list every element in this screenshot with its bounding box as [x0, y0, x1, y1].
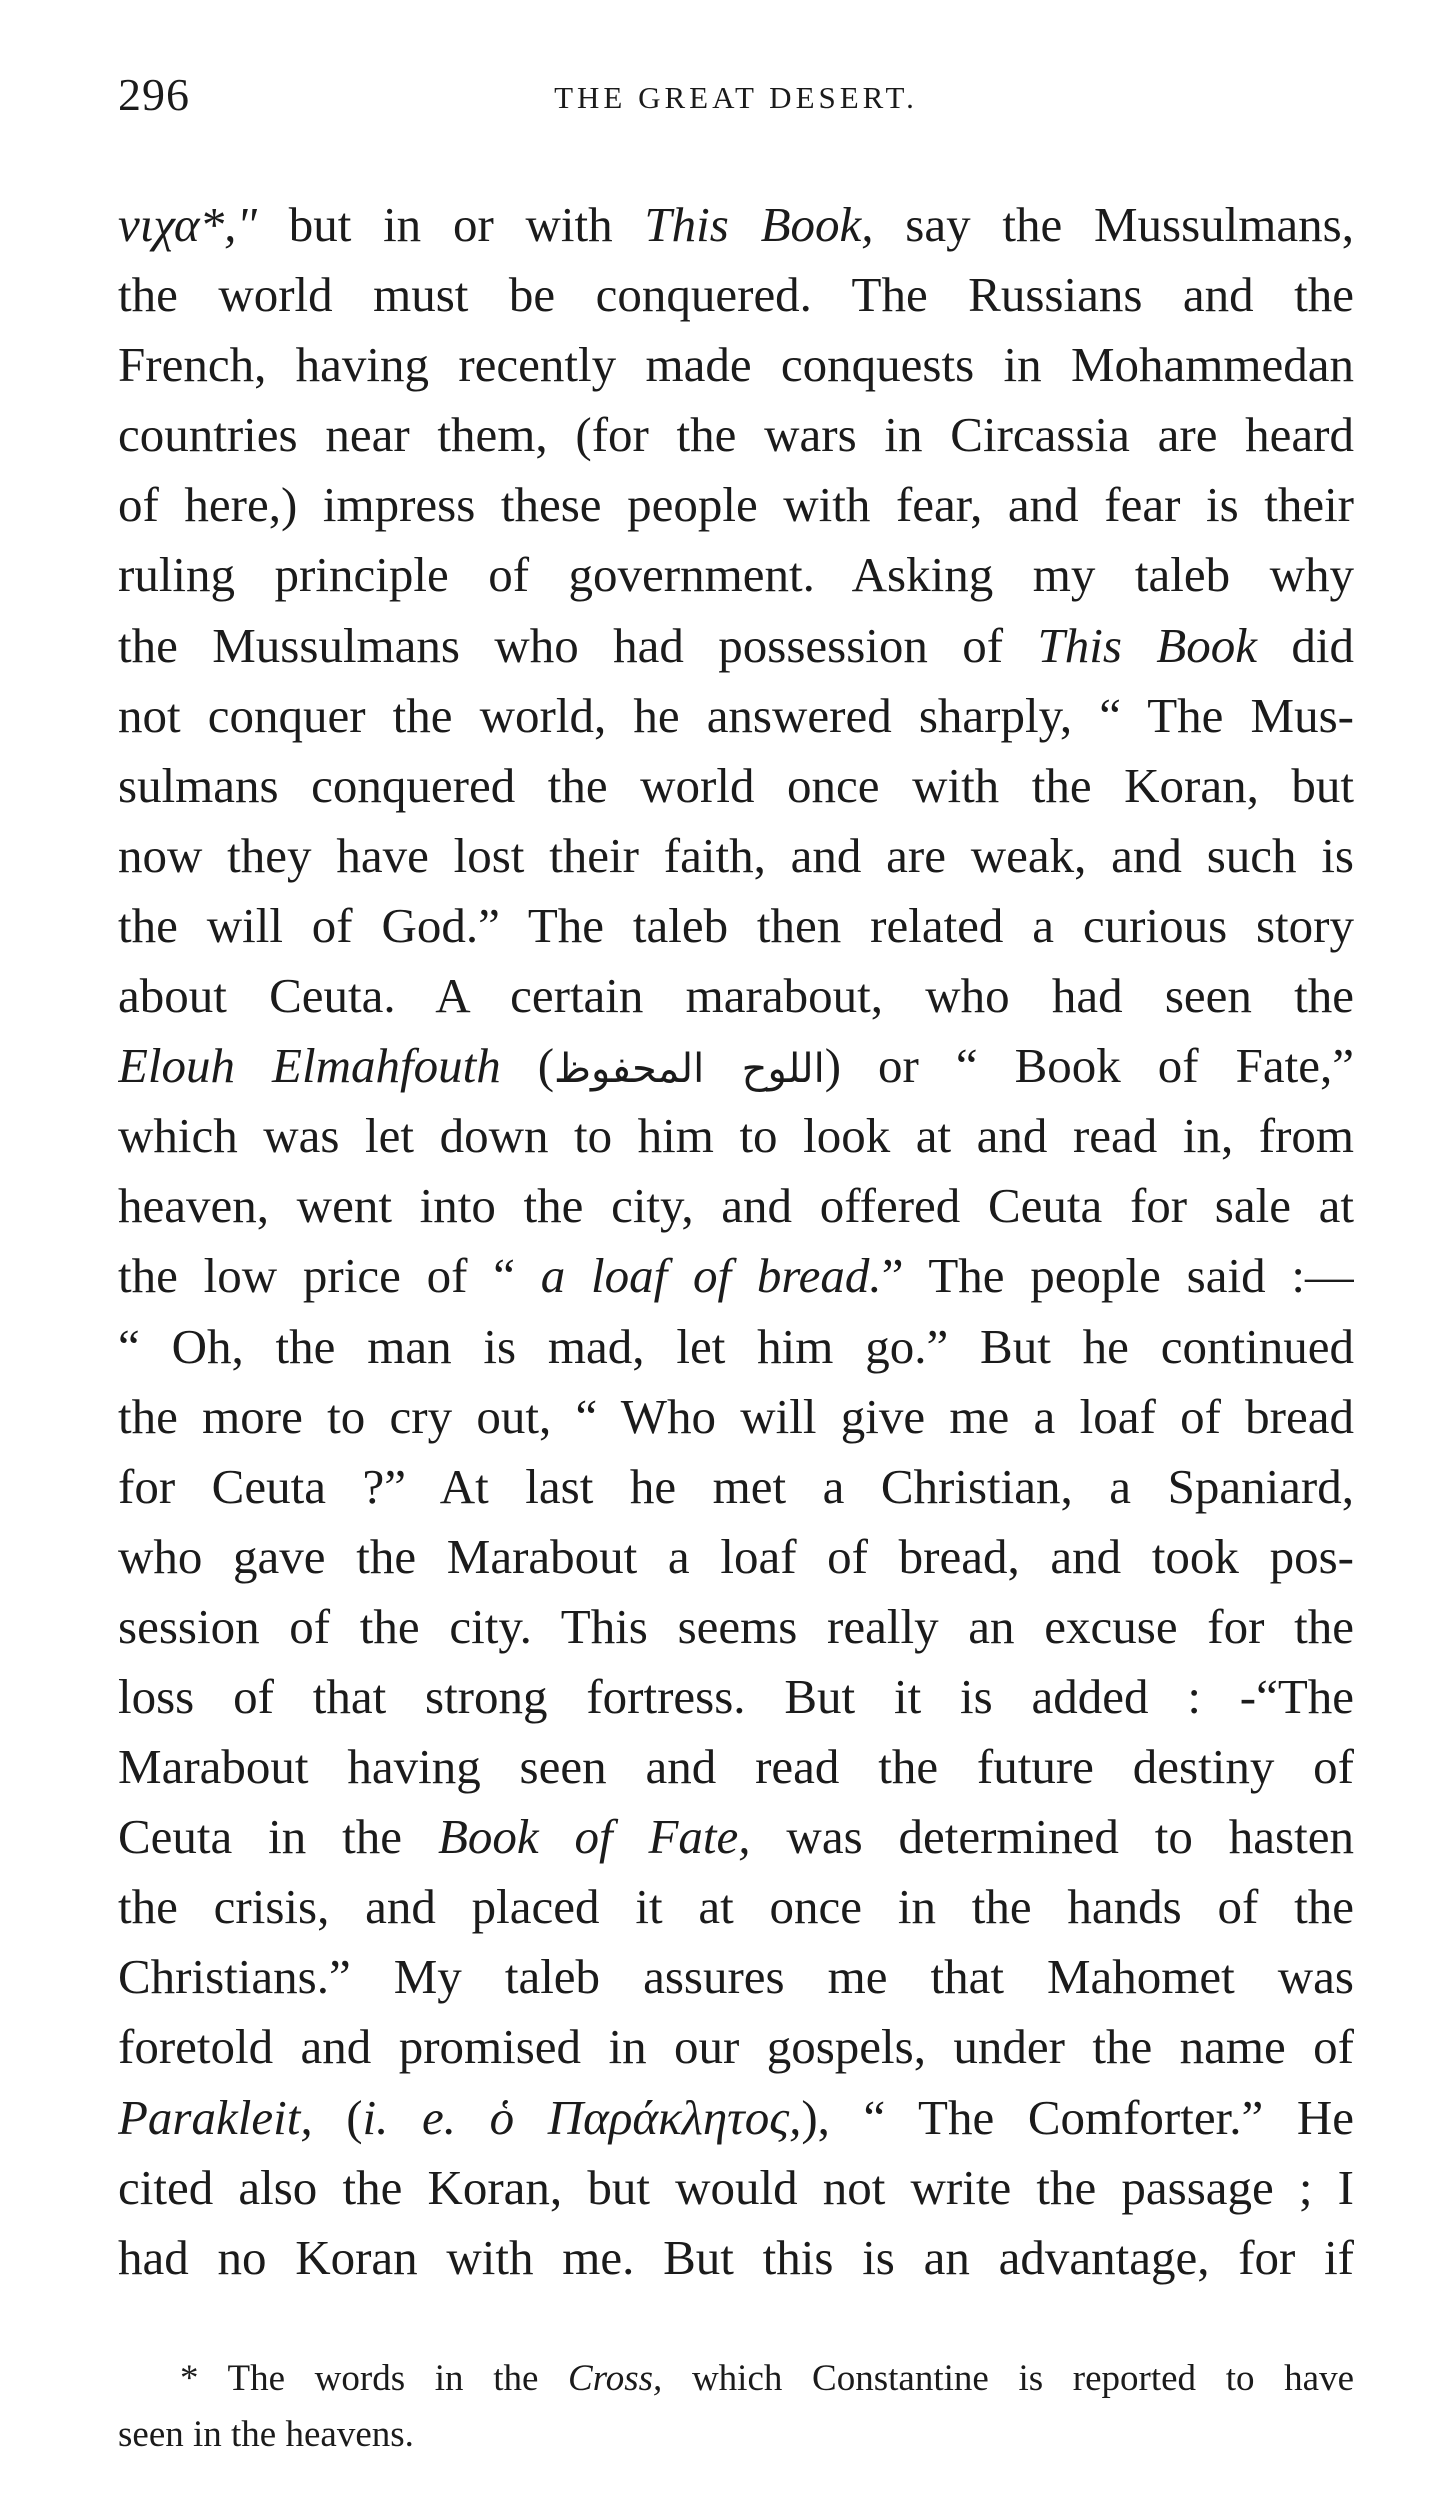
body-text — [118, 190, 1354, 2293]
text-segment: but in or with — [256, 197, 645, 252]
page-header — [118, 60, 1354, 140]
text-line — [118, 611, 1354, 681]
text-segment: say the Mussulmans, — [873, 197, 1354, 252]
text-segment: was determined to hasten — [750, 1809, 1354, 1865]
footnote-italic: Cross, — [568, 2357, 663, 2399]
text-segment: ), “ The Comforter.” He — [801, 2089, 1354, 2145]
text-line: had no Koran with me. But this is an advantage, for if — [118, 2229, 1354, 2285]
name-term: Parakleit, — [118, 2089, 313, 2145]
arabic-script: اللوح المحفوظ — [554, 1046, 825, 1093]
text-line: session of the city. This seems really an excuse for the — [118, 1598, 1354, 1654]
text-line: the more to cry out, “ Who will give me a loaf of bread — [118, 1388, 1354, 1444]
text-line — [118, 1802, 1354, 1872]
quoted-phrase: a loaf of bread. — [540, 1248, 882, 1304]
text-line: sulmans conquered the world once with the Koran, but — [118, 757, 1354, 813]
text-line: the will of God.” The taleb then related a curious story — [118, 897, 1354, 953]
book-title: This Book — [1037, 617, 1257, 673]
text-segment: Ceuta in the — [118, 1809, 438, 1865]
text-segment: the low price of “ — [118, 1248, 541, 1304]
footnote — [118, 2351, 1354, 2463]
running-title: THE GREAT DESERT. — [554, 80, 918, 115]
text-line: countries near them, (for the wars in Circassia are heard — [118, 407, 1354, 463]
greek-term: ὁ Παράκλητος, — [489, 2089, 802, 2145]
text-segment: did — [1256, 617, 1354, 673]
book-title: This Book, — [644, 197, 874, 252]
footnote-line — [118, 2351, 1354, 2407]
text-segment: ( — [312, 2089, 363, 2145]
text-segment: ) or “ Book of Fate,” — [824, 1038, 1354, 1094]
page-number: 296 — [118, 69, 190, 120]
text-line — [118, 1031, 1354, 1101]
greek-word: νιχα*," — [118, 197, 257, 252]
text-line: “ Oh, the man is mad, let him go.” But he continued — [118, 1318, 1354, 1374]
text-segment: which Constantine is reported to have — [662, 2357, 1354, 2399]
text-line: heaven, went into the city, and offered Ceuta for sale at — [118, 1178, 1354, 1234]
text-line: the crisis, and placed it at once in the hands of the — [118, 1879, 1354, 1935]
text-line — [118, 1241, 1354, 1311]
text-line: of here,) impress these people with fear, and fear is their — [118, 477, 1354, 533]
text-segment: * The words in the — [180, 2357, 569, 2399]
text-line: the world must be conquered. The Russians and the — [118, 267, 1354, 323]
text-line: foretold and promised in our gospels, under the name of — [118, 2019, 1354, 2075]
book-title: Book of Fate, — [437, 1809, 751, 1865]
text-segment — [456, 2090, 490, 2145]
abbreviation: i. e. — [362, 2089, 457, 2145]
text-line: cited also the Koran, but would not write the passage ; I — [118, 2159, 1354, 2215]
text-line: Marabout having seen and read the future destiny of — [118, 1739, 1354, 1795]
text-segment: ” The people said :— — [881, 1248, 1354, 1304]
text-line: Christians.” My taleb assures me that Mahomet was — [118, 1949, 1354, 2005]
text-line: loss of that strong fortress. But it is added : -“The — [118, 1668, 1354, 1724]
text-line — [118, 2083, 1354, 2153]
text-line: for Ceuta ?” At last he met a Christian, a Spaniard, — [118, 1458, 1354, 1514]
text-line: French, having recently made conquests in Mohammedan — [118, 337, 1354, 393]
text-line: ruling principle of government. Asking my taleb why — [118, 547, 1354, 603]
text-segment: the Mussulmans who had possession of — [118, 617, 1038, 673]
book-page — [118, 60, 1354, 2463]
footnote-line: seen in the heavens. — [118, 2413, 414, 2455]
text-line — [118, 190, 1354, 260]
text-segment: ( — [500, 1038, 555, 1094]
text-line: not conquer the world, he answered sharply, “ The Mus- — [118, 687, 1354, 743]
arabic-transliteration: Elouh Elmahfouth — [118, 1038, 501, 1094]
text-line: now they have lost their faith, and are weak, and such is — [118, 827, 1354, 883]
text-line: who gave the Marabout a loaf of bread, and took pos- — [118, 1528, 1354, 1584]
text-line: which was let down to him to look at and read in, from — [118, 1108, 1354, 1164]
text-line: about Ceuta. A certain marabout, who had seen the — [118, 968, 1354, 1024]
